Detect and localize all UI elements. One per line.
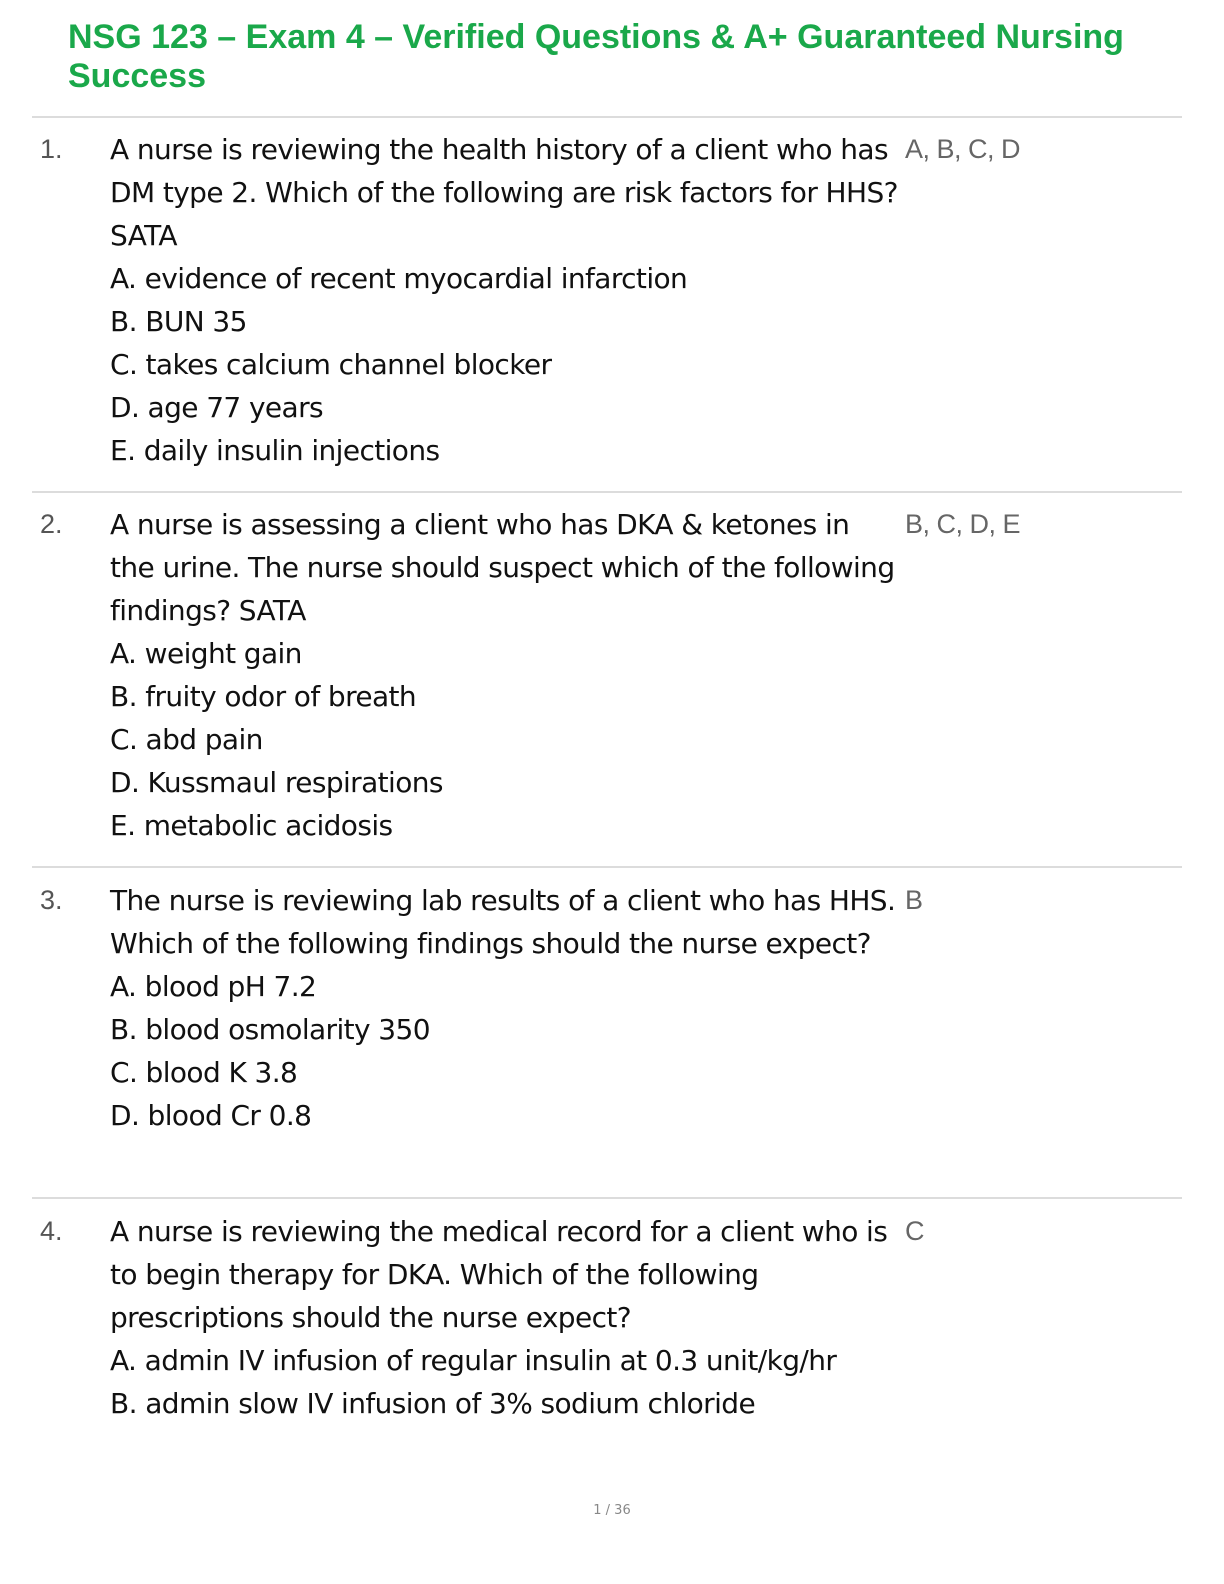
option-item: D. blood Cr 0.8 <box>110 1099 312 1132</box>
question-text: A nurse is assessing a client who has DKA & ketones in the urine. The nurse should suspect which of the following findings? SATA <box>110 508 895 627</box>
option-item: B. fruity odor of breath <box>110 680 417 713</box>
option-list <box>110 1339 900 1425</box>
divider <box>32 491 1182 493</box>
option-item: D. age 77 years <box>110 391 324 424</box>
divider <box>32 116 1182 118</box>
option-item: B. BUN 35 <box>110 305 247 338</box>
option-item: D. Kussmaul respirations <box>110 766 443 799</box>
option-item: A. evidence of recent myocardial infarction <box>110 262 688 295</box>
question-number: 1. <box>40 134 63 164</box>
option-item: E. metabolic acidosis <box>110 809 393 842</box>
question-body <box>110 128 900 472</box>
option-item: A. weight gain <box>110 637 302 670</box>
option-item: C. abd pain <box>110 723 263 756</box>
divider <box>32 866 1182 868</box>
answer-key: B, C, D, E <box>905 509 1021 539</box>
option-list <box>110 965 900 1137</box>
answer-key: B <box>905 885 923 915</box>
question-body <box>110 503 900 847</box>
option-item: E. daily insulin injections <box>110 434 440 467</box>
question-text: The nurse is reviewing lab results of a client who has HHS. Which of the following findings should the nurse expect? <box>110 884 896 960</box>
answer-key: C <box>905 1216 924 1246</box>
option-list <box>110 632 900 847</box>
question-number: 4. <box>40 1216 63 1246</box>
question-number: 2. <box>40 509 63 539</box>
question-text: A nurse is reviewing the medical record for a client who is to begin therapy for DKA. Which of the following prescriptions should the nurse expect? <box>110 1215 888 1334</box>
option-item: B. admin slow IV infusion of 3% sodium chloride <box>110 1387 756 1420</box>
question-number: 3. <box>40 885 63 915</box>
page-number: 1 / 36 <box>593 1503 631 1518</box>
divider <box>32 1197 1182 1199</box>
question-text: A nurse is reviewing the health history of a client who has DM type 2. Which of the following are risk factors for HHS? SATA <box>110 133 898 252</box>
answer-key: A, B, C, D <box>905 134 1021 164</box>
question-body <box>110 1210 900 1425</box>
option-list <box>110 257 900 472</box>
document-title: NSG 123 – Exam 4 – Verified Questions & A+ Guaranteed Nursing Success <box>68 18 1124 95</box>
option-item: C. blood K 3.8 <box>110 1056 298 1089</box>
option-item: B. blood osmolarity 350 <box>110 1013 430 1046</box>
option-item: A. blood pH 7.2 <box>110 970 317 1003</box>
question-body <box>110 879 900 1137</box>
option-item: A. admin IV infusion of regular insulin at 0.3 unit/kg/hr <box>110 1344 837 1377</box>
option-item: C. takes calcium channel blocker <box>110 348 552 381</box>
